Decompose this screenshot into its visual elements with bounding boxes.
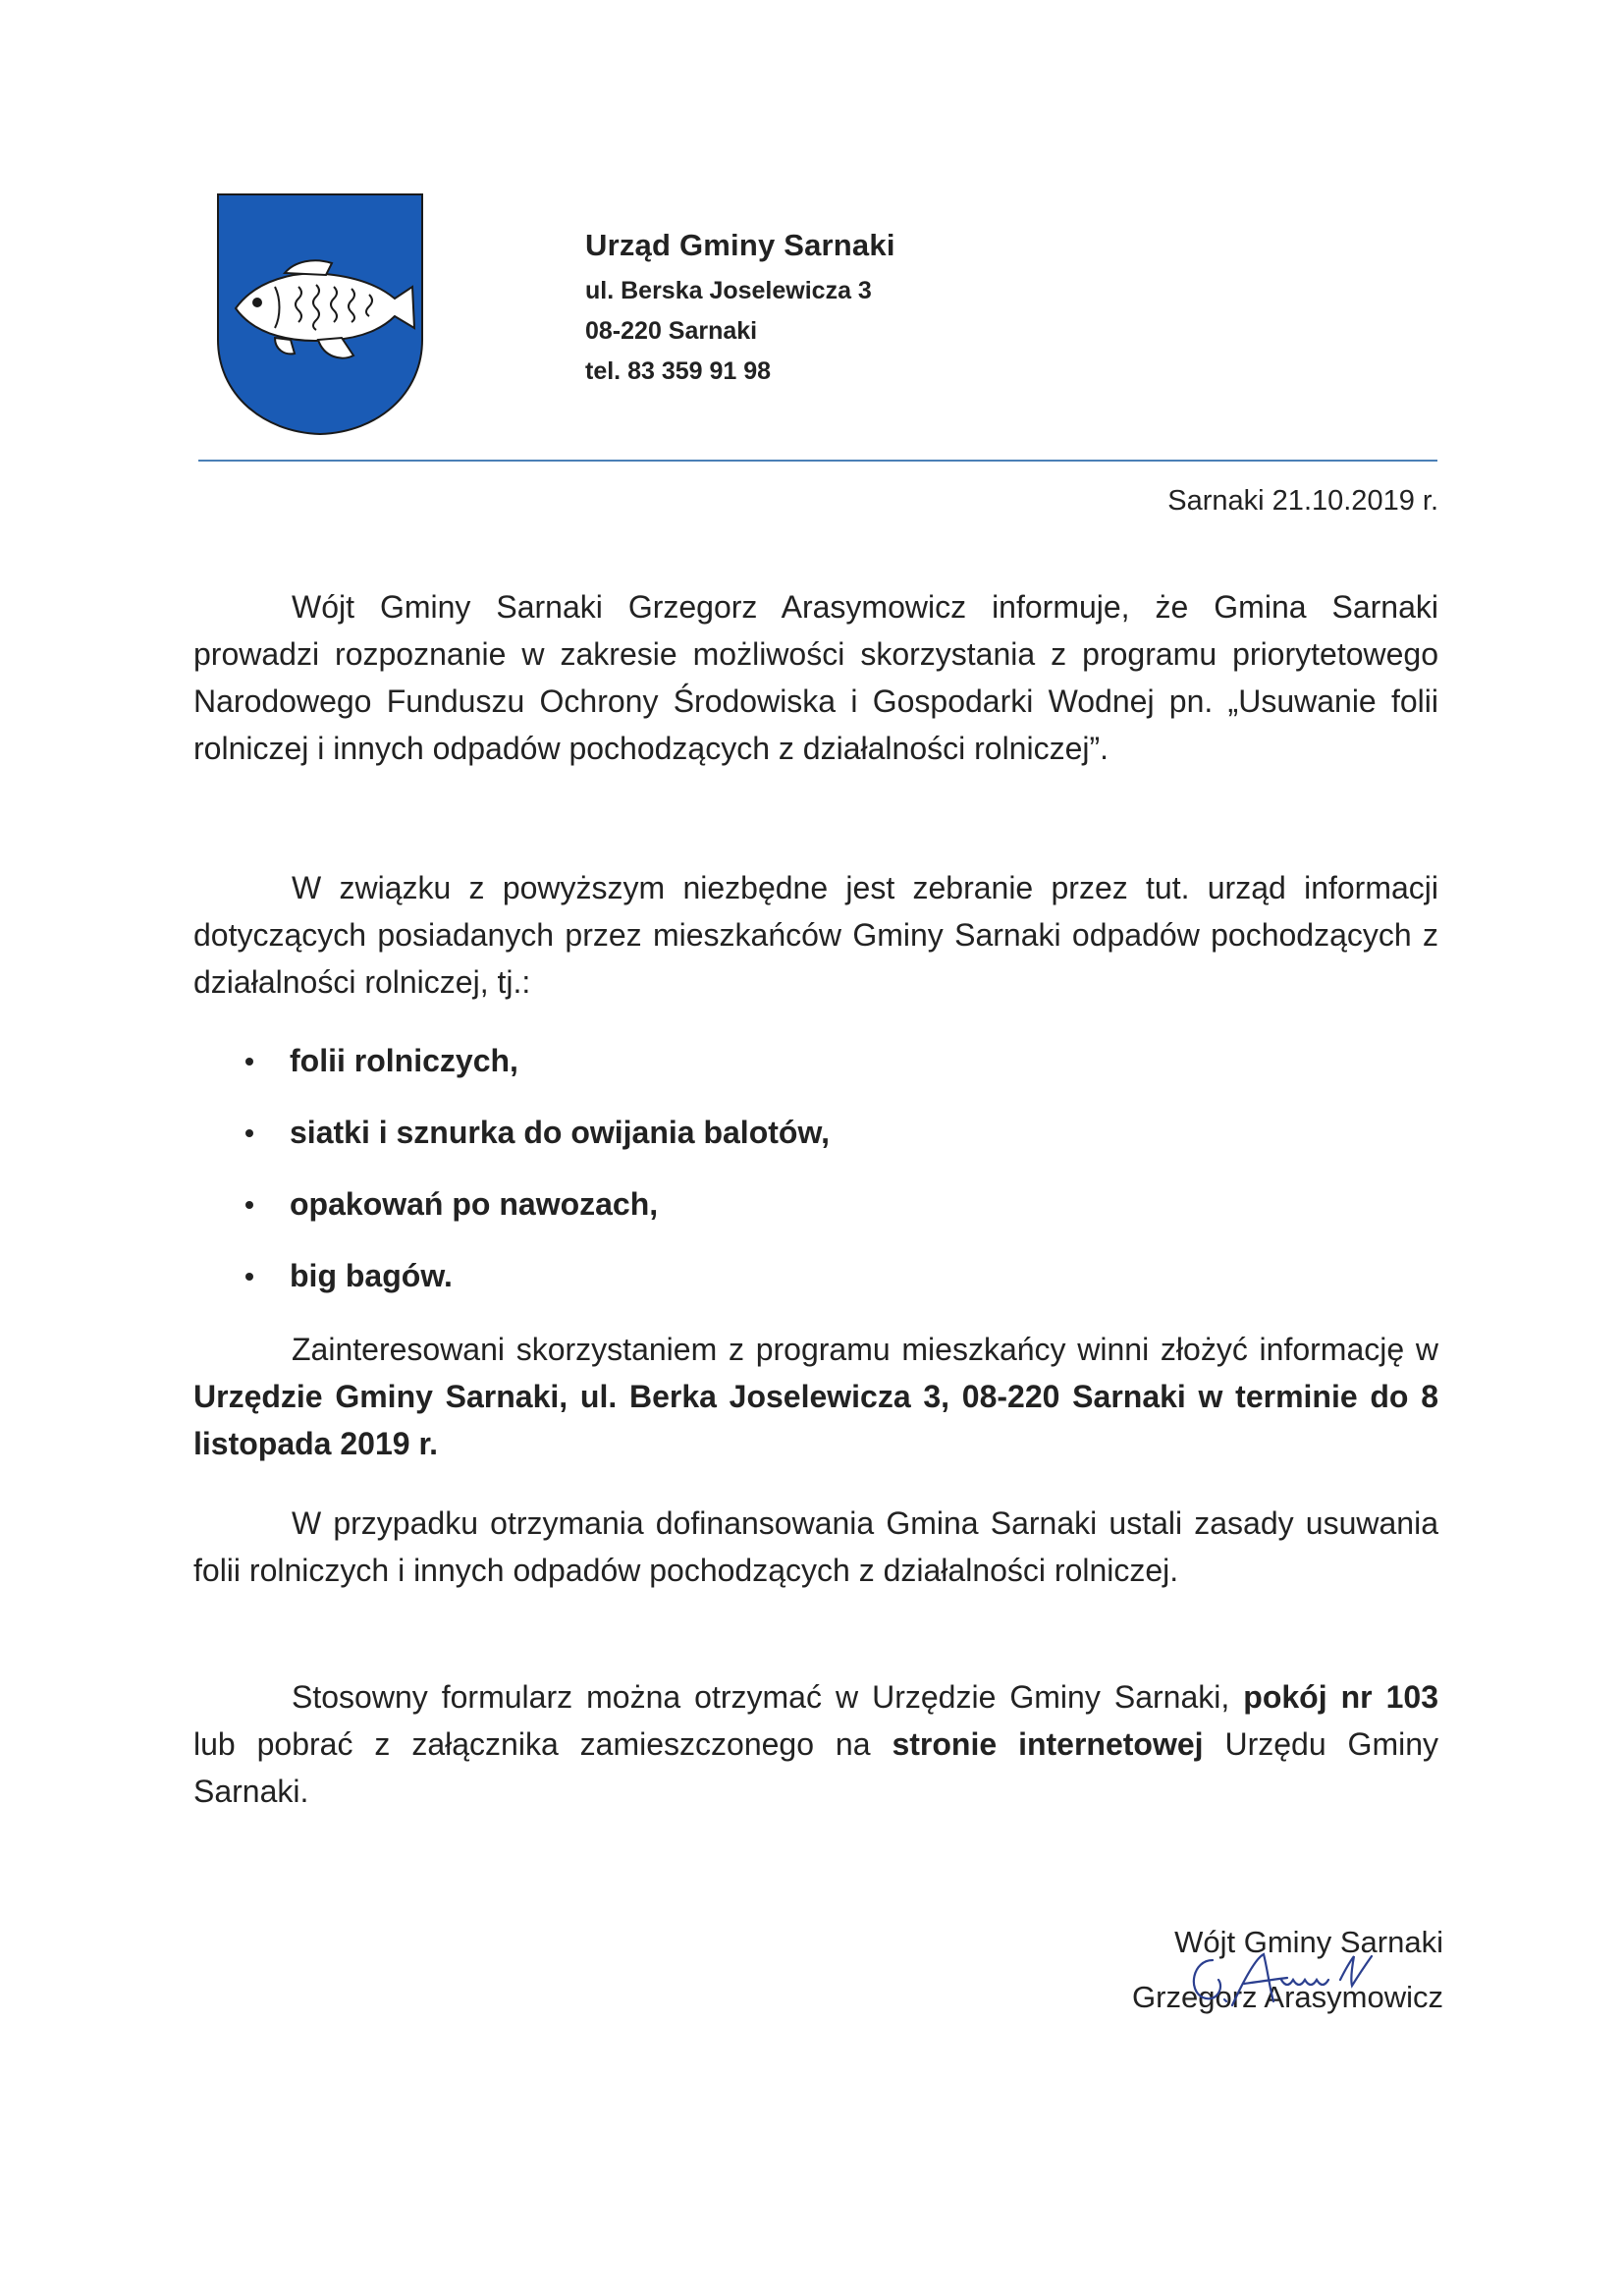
- website-reference: stronie internetowej: [892, 1726, 1204, 1762]
- paragraph-funding-text: W przypadku otrzymania dofinansowania Gmina Sarnaki ustali zasady usuwania folii rolniczych i innych odpadów pochodzących z działalności rolniczej.: [193, 1505, 1438, 1588]
- paragraph-funding: [193, 1500, 1438, 1594]
- paragraph-deadline: Zainteresowani skorzystaniem z programu mieszkańcy winni złożyć informację w Urzędzie Gminy Sarnaki, ul. Berka Joselewicza 3, 08-220 Sarnaki w terminie do 8 listopada 2019 r.: [193, 1332, 1438, 1461]
- room-number: pokój nr 103: [1243, 1679, 1439, 1715]
- handwritten-signature: [1173, 1941, 1399, 2029]
- paragraph-collection-text: W związku z powyższym niezbędne jest zebranie przez tut. urząd informacji dotyczących posiadanych przez mieszkańców Gminy Sarnaki odpadów pochodzących z działalności rolniczej, tj.:: [193, 870, 1438, 1000]
- paragraph-form: Stosowny formularz można otrzymać w Urzędzie Gminy Sarnaki, pokój nr 103 lub pobrać z załącznika zamieszczonego na stronie internetowej Urzędu Gminy Sarnaki.: [193, 1679, 1439, 1809]
- waste-list: [236, 1037, 830, 1324]
- office-name: Urząd Gminy Sarnaki: [585, 228, 895, 262]
- letter-date: Sarnaki 21.10.2019 r.: [1167, 485, 1438, 517]
- bullet-icon: [245, 1058, 253, 1066]
- office-address-deadline: Urzędzie Gminy Sarnaki, ul. Berka Joselewicza 3, 08-220 Sarnaki w terminie do 8 listopada 2019 r.: [193, 1379, 1438, 1461]
- paragraph-intro-text: Wójt Gminy Sarnaki Grzegorz Arasymowicz informuje, że Gmina Sarnaki prowadzi rozpoznanie w zakresie możliwości skorzystania z programu priorytetowego Narodowego Funduszu Ochrony Środowiska i Gospodarki Wodnej pn. „Usuwanie folii rolniczej i innych odpadów pochodzących z działalności rolniczej”.: [193, 589, 1438, 766]
- list-item: big bagów.: [236, 1252, 830, 1299]
- header-divider: [198, 460, 1437, 462]
- bullet-icon: [245, 1273, 253, 1281]
- office-postal: 08-220 Sarnaki: [585, 317, 758, 345]
- bullet-icon: [245, 1201, 253, 1209]
- fish-crest-icon: [216, 192, 424, 436]
- letterhead: [585, 228, 895, 398]
- paragraph-intro: [193, 583, 1438, 772]
- bullet-icon: [245, 1129, 253, 1137]
- signatory-role: Wójt Gminy Sarnaki: [1174, 1925, 1443, 1959]
- list-item: opakowań po nawozach,: [236, 1180, 830, 1228]
- paragraph-collection: [193, 864, 1438, 1006]
- list-item: siatki i sznurka do owijania balotów,: [236, 1109, 830, 1156]
- office-phone: tel. 83 359 91 98: [585, 357, 772, 385]
- list-item: folii rolniczych,: [236, 1037, 830, 1084]
- office-street: ul. Berska Joselewicza 3: [585, 277, 872, 304]
- signatory-name: Grzegorz Arasymowicz: [1132, 1980, 1443, 2014]
